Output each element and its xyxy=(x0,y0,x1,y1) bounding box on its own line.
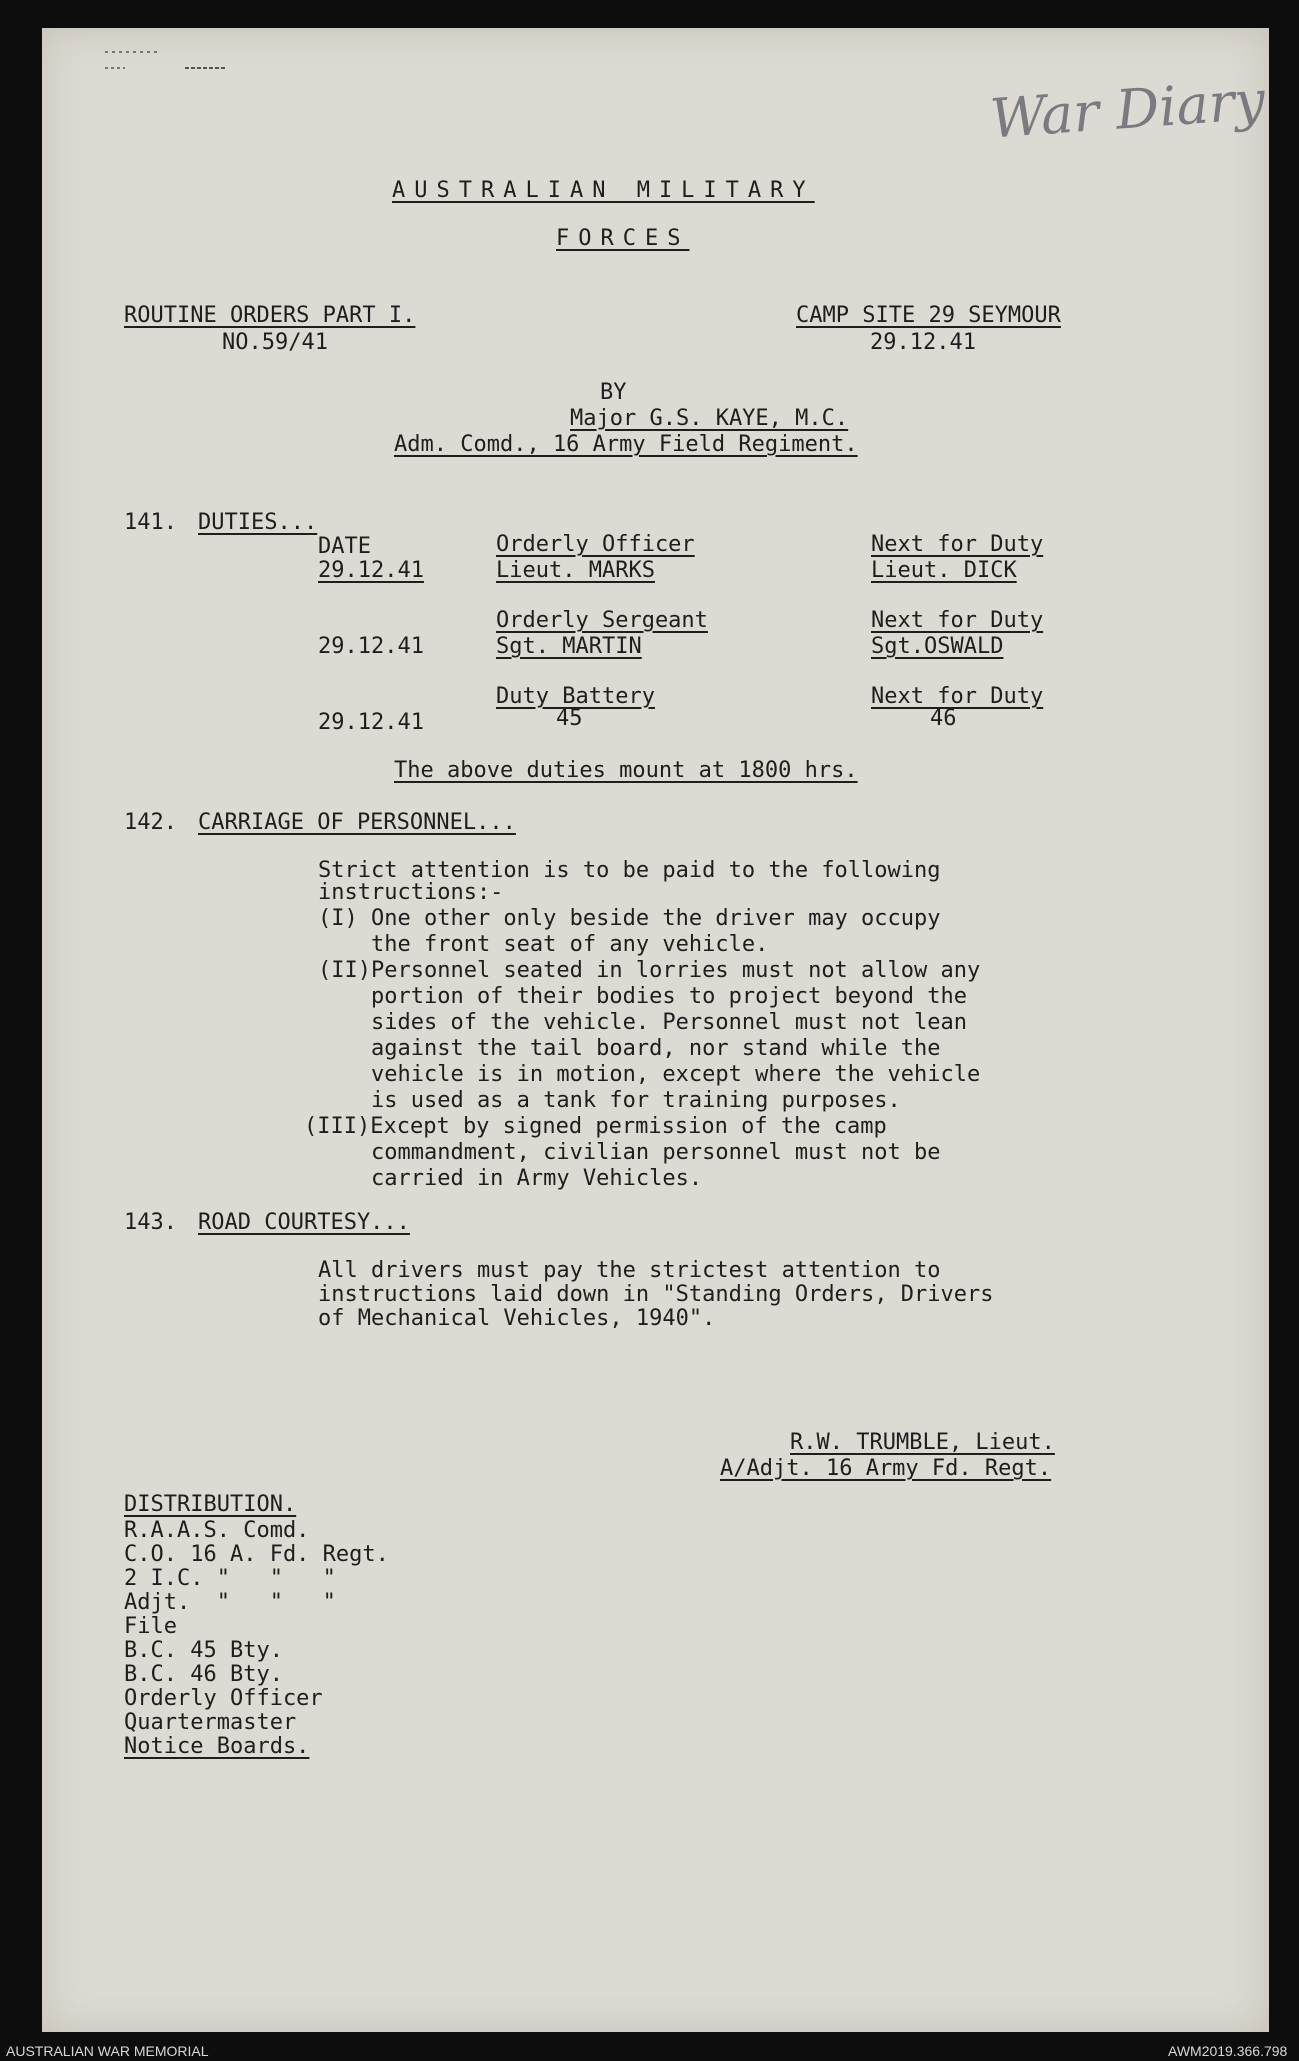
road-line: of Mechanical Vehicles, 1940". xyxy=(318,1306,716,1331)
next-value-orderly-sergeant: Sgt.OSWALD xyxy=(871,634,1004,659)
carriage-line: vehicle is in motion, except where the vehicle xyxy=(318,1062,981,1087)
duties-heading: DUTIES... xyxy=(198,510,318,535)
stray-ink-marks xyxy=(100,46,250,76)
distribution-item: Quartermaster xyxy=(124,1710,297,1735)
road-line: All drivers must pay the strictest attention to xyxy=(318,1258,941,1283)
road-line: instructions laid down in "Standing Orders, Drivers xyxy=(318,1282,994,1307)
carriage-line: sides of the vehicle. Personnel must not lean xyxy=(318,1010,968,1035)
header-date: 29.12.41 xyxy=(870,330,976,355)
duty-date-duty-battery: 29.12.41 xyxy=(318,710,424,735)
carriage-line: (II)Personnel seated in lorries must not allow any xyxy=(318,958,981,983)
next-value-duty-battery: 46 xyxy=(930,706,957,731)
distribution-item: B.C. 45 Bty. xyxy=(124,1638,283,1663)
carriage-line: Strict attention is to be paid to the following xyxy=(318,858,941,883)
distribution-item: Adjt. " " " xyxy=(124,1590,336,1615)
duty-value-orderly-officer: Lieut. MARKS xyxy=(496,558,655,583)
next-label-orderly-officer: Next for Duty xyxy=(871,532,1044,557)
issuer-role: Adm. Comd., 16 Army Field Regiment. xyxy=(394,432,858,457)
next-label-orderly-sergeant: Next for Duty xyxy=(871,608,1044,633)
distribution-item: C.O. 16 A. Fd. Regt. xyxy=(124,1542,389,1567)
duty-date-orderly-sergeant: 29.12.41 xyxy=(318,634,424,659)
footer-reference: AWM2019.366.798 xyxy=(1168,2043,1288,2059)
duty-label-duty-battery: Duty Battery xyxy=(496,684,655,709)
duty-date-orderly-officer: 29.12.41 xyxy=(318,558,424,583)
orders-number: NO.59/41 xyxy=(222,330,328,355)
carriage-heading: CARRIAGE OF PERSONNEL... xyxy=(198,810,516,835)
carriage-line: the front seat of any vehicle. xyxy=(318,932,769,957)
distribution-item: Orderly Officer xyxy=(124,1686,323,1711)
issuer: Major G.S. KAYE, M.C. xyxy=(570,406,849,431)
signature-title: A/Adjt. 16 Army Fd. Regt. xyxy=(720,1456,1052,1481)
carriage-line: instructions:- xyxy=(318,880,504,905)
distribution-item: Notice Boards. xyxy=(124,1734,310,1759)
carriage-line: portion of their bodies to project beyond the xyxy=(318,984,968,1009)
by-label: BY xyxy=(600,380,627,405)
header-line-2: FORCES xyxy=(556,226,690,251)
carriage-line: (III)Except by signed permission of the camp xyxy=(304,1114,887,1139)
duties-note: The above duties mount at 1800 hrs. xyxy=(394,758,858,783)
carriage-line: against the tail board, nor stand while the xyxy=(318,1036,941,1061)
distribution-item: 2 I.C. " " " xyxy=(124,1566,336,1591)
carriage-body xyxy=(304,858,981,1196)
next-value-orderly-officer: Lieut. DICK xyxy=(871,558,1017,583)
signature-name: R.W. TRUMBLE, Lieut. xyxy=(790,1430,1055,1455)
distribution-item: B.C. 46 Bty. xyxy=(124,1662,283,1687)
orders-title: ROUTINE ORDERS PART I. xyxy=(124,303,416,328)
duty-label-orderly-officer: Orderly Officer xyxy=(496,532,695,557)
road-number: 143. xyxy=(124,1210,177,1235)
duty-value-duty-battery: 45 xyxy=(556,706,583,731)
header-line-1: AUSTRALIAN MILITARY xyxy=(392,178,815,203)
carriage-line: (I) One other only beside the driver may occupy xyxy=(318,906,941,931)
carriage-line: is used as a tank for training purposes. xyxy=(318,1088,901,1113)
carriage-line: carried in Army Vehicles. xyxy=(318,1166,703,1191)
handwritten-annotation: War Diary xyxy=(988,68,1267,151)
carriage-line: commandment, civilian personnel must not be xyxy=(318,1140,941,1165)
footer-source: AUSTRALIAN WAR MEMORIAL xyxy=(6,2043,209,2059)
carriage-number: 142. xyxy=(124,810,177,835)
distribution-item: R.A.A.S. Comd. xyxy=(124,1518,310,1543)
distribution-item: File xyxy=(124,1614,177,1639)
duty-label-orderly-sergeant: Orderly Sergeant xyxy=(496,608,708,633)
location: CAMP SITE 29 SEYMOUR xyxy=(796,303,1061,328)
distribution-heading: DISTRIBUTION. xyxy=(124,1492,297,1517)
duties-number: 141. xyxy=(124,510,177,535)
duty-value-orderly-sergeant: Sgt. MARTIN xyxy=(496,634,642,659)
road-heading: ROAD COURTESY... xyxy=(198,1210,410,1235)
duties-date-header: DATE xyxy=(318,534,371,559)
next-label-duty-battery: Next for Duty xyxy=(871,684,1044,709)
